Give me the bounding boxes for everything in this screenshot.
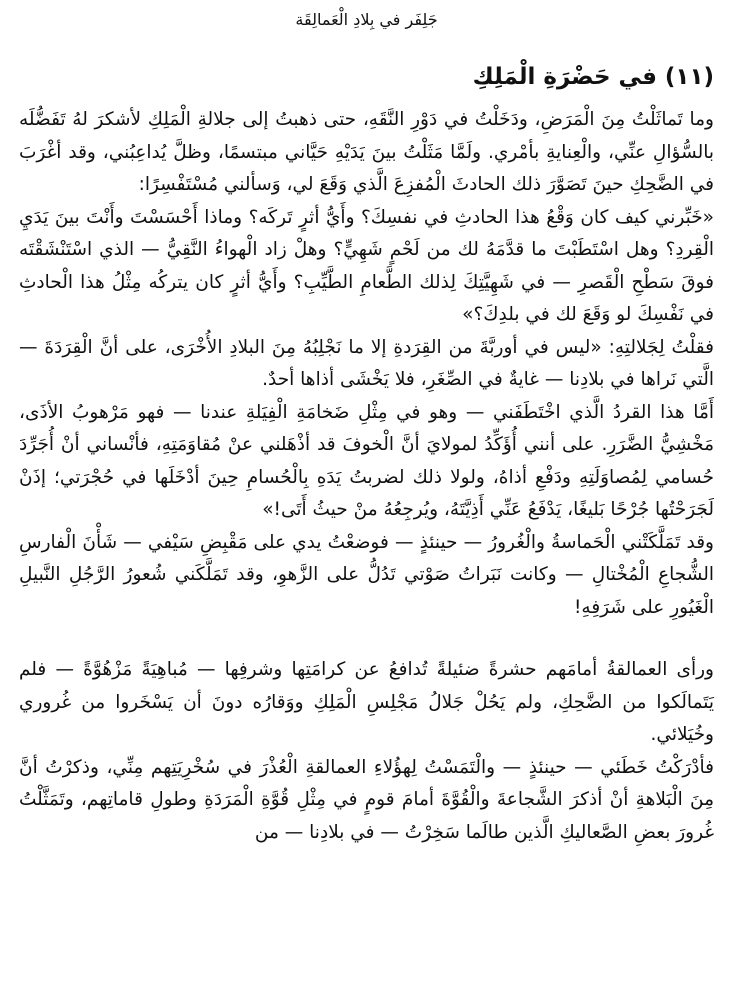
paragraph: وقد تَمَلَّكَتْني الْحَماسةُ والْغُرورُ — حينئذٍ — فوضعْتُ يدي على مَقْبِضِ سَيْفي — شَأْنَ الْفارسِ الشُّجاعِ الْمُخْتالِ — وكانت نَبَراتُ صَوْتي تَدُلُّ على الزَّهوِ، وقد تَمَلَّكَني شُعورُ الرَّجُلِ النَّبيلِ الْغَيُورِ على شَرَفِهِ! xyxy=(19,531,714,618)
paragraph: ورأى العمالقةُ أمامَهم حشرةً ضئيلةً تُدافعُ عن كرامَتِها وشرفِها — مُباهِيَةً مَزْهُوَّةً — فلم يَتَمالَكوا من الضَّحِكِ، ولم يَحُلْ جَلالُ مَجْلِسِ الْمَلِكِ ووَقارُه دونَ أن يَسْخَروا من غُروري وخُيَلائي. xyxy=(19,659,714,745)
paragraph: فقلْتُ لِجَلالتِهِ: «ليس في أوربَّةَ من القِرَدةِ إلا ما نَجْلِبُهُ مِنَ البلادِ الأُخْرَى، على أنَّ الْقِرَدَةَ — الَّتي نَراها في بلادِنا — غايةٌ في الصِّغَرِ، فلا يَخْشَى أذاها أحدٌ. xyxy=(19,336,714,390)
running-header: جَلِفَر في بِلادِ الْعَمالِقَة xyxy=(295,10,438,29)
chapter-title: (١١) في حَضْرَةِ الْمَلِكِ xyxy=(472,64,714,90)
paragraph: وما تَماثَلْتُ مِنَ الْمَرَضِ، ودَخَلْتُ في دَوْرِ النَّقَهِ، حتى ذهبتُ إلى جلالةِ الْمَلِكِ لأشكرَ لهُ تَفَضُّلَه بالسُّؤالِ عنِّي، والْعِنايةِ بأمْري. ولَمَّا مَثَلْتُ بينَ يَدَيْهِ حَيَّاني مبتسمًا، وظلَّ يُداعِبُني، وقد أغْرَبَ في الضَّحِكِ حينَ تَصَوَّرَ ذلك الحادثَ الْمُفزِعَ الَّذي وَقَعَ لي، وَسألني مُسْتَفْسِرًا: xyxy=(19,109,714,195)
paragraph: أَمَّا هذا القردُ الَّذي اخْتَطَفَني — وهو في مِثْلِ ضَخامَةِ الْفِيَلةِ عندنا — فهو مَرْهوبُ الأذَى، مَخْشِيُّ الضَّرَرِ. على أنني أُؤَكِّدُ لمولايَ أنَّ الْخوفَ قد أذْهَلني عنْ مُقاوَمَتِهِ، فأنْساني أنْ أُجَرِّدَ حُسامي لِمُصاوَلَتِهِ ودَفْعِ أذاهُ، ولولا ذلك لضربتُ يَدَهِ بِالْحُسامِ حِينَ أدْخَلَها في حُجْرَتي؛ إذَنْ لَجَرَحْتُها جُرْحًا بَليغًا، يَدْفَعُ عَنِّي أَذِيَّتَهُ، ويُرجِعُهُ منْ حيثُ أَتَى!» xyxy=(19,401,714,520)
chapter-body xyxy=(19,104,714,849)
paragraph: فأدْرَكْتُ خَطَئي — حينئذٍ — والْتَمَسْتُ لِهؤُلاءِ العمالقةِ الْعُذْرَ في سُخْرِيَتِهم مِنِّي، وذكرْتُ أنَّ مِنَ الْبَلاهةِ أنْ أذكرَ الشَّجاعةَ والْقُوَّةَ أمامَ قومٍ في مِثْلِ قُوَّةِ الْمَرَدَةِ وطولِ قاماتِهم، وتَمَثَّلْتُ غُرورَ بعضِ الصَّعاليكِ الَّذين طالَما سَخِرْتُ — في بلادِنا — من xyxy=(19,756,714,843)
paragraph: «خَبِّرني كيف كان وَقْعُ هذا الحادثِ في نفسِكَ؟ وأَيُّ أثرٍ تَركَه؟ وماذا أَحْسَسْتَ وأَنْتَ بينَ يَدَيِ الْقِردِ؟ وهل اسْتَطَبْتَ ما قدَّمَهُ لك من لَحْمٍ شَهِيٍّ؟ وهلْ زاد الْهواءُ النَّقِيُّ — الذي اسْتَنْشَقْتَه فوقَ سَطْحِ الْقَصرِ — في شَهِيَّتِكَ لِذلك الطَّعامِ الطَّيِّبِ؟ وأَيُّ أثرٍ كان يتركُه مِثْلُ هذا الْحادثِ في نَفْسِكَ لو وَقَعَ لك في بلدِكَ؟» xyxy=(19,206,714,325)
